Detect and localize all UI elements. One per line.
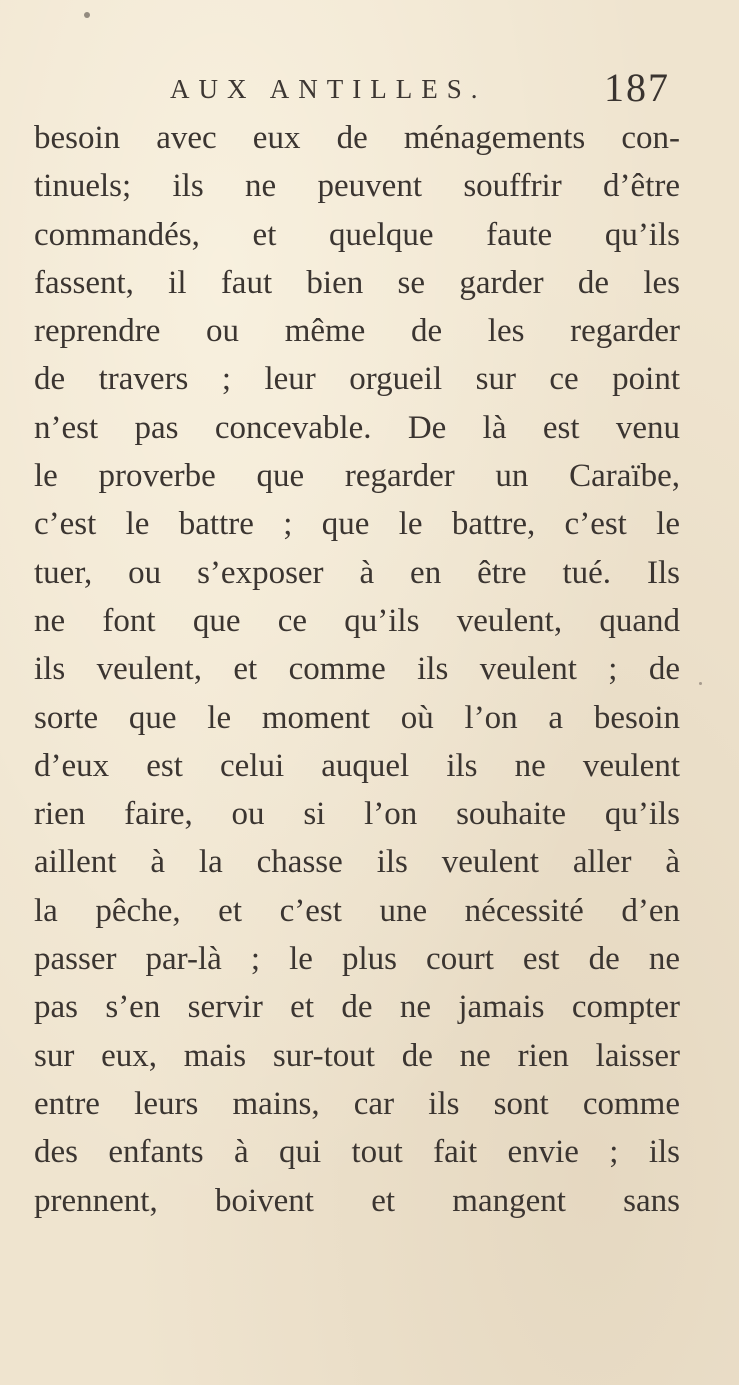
text-line: le proverbe que regarder un Caraïbe, [34, 458, 680, 495]
text-line: ne font que ce qu’ils veulent, quand [34, 602, 680, 639]
text-line: passer par-là ; le plus court est de ne [34, 941, 680, 978]
text-line: pas s’en servir et de ne jamais compter [34, 989, 680, 1026]
text-line: entre leurs mains, car ils sont comme [34, 1085, 680, 1122]
ink-speck [84, 12, 90, 18]
text-line: ils veulent, et comme ils veulent ; de [34, 651, 680, 688]
text-line: fassent, il faut bien se garder de les [34, 264, 680, 301]
ink-speck [699, 682, 702, 685]
text-line: aillent à la chasse ils veulent aller à [34, 844, 680, 881]
text-line: c’est le battre ; que le battre, c’est le [34, 506, 680, 543]
text-line: d’eux est celui auquel ils ne veulent [34, 747, 680, 784]
text-line: n’est pas concevable. De là est venu [34, 409, 680, 446]
text-line: la pêche, et c’est une nécessité d’en [34, 892, 680, 929]
text-line: commandés, et quelque faute qu’ils [34, 216, 680, 253]
running-head [170, 64, 670, 114]
text-line: rien faire, ou si l’on souhaite qu’ils [34, 796, 680, 833]
running-title: AUX ANTILLES. [170, 74, 487, 104]
text-line: tuer, ou s’exposer à en être tué. Ils [34, 554, 680, 591]
page-number: 187 [604, 65, 670, 110]
text-line: prennent, boivent et mangent sans [34, 1182, 680, 1219]
text-line: besoin avec eux de ménagements con- [34, 120, 680, 156]
text-line: des enfants à qui tout fait envie ; ils [34, 1134, 680, 1171]
text-line: sur eux, mais sur-tout de ne rien laisser [34, 1037, 680, 1074]
text-line: sorte que le moment où l’on a besoin [34, 699, 680, 736]
text-line: reprendre ou même de les regarder [34, 313, 680, 350]
text-line: tinuels; ils ne peuvent souffrir d’être [34, 168, 680, 205]
text-line: de travers ; leur orgueil sur ce point [34, 361, 680, 398]
body-text [34, 114, 680, 1225]
